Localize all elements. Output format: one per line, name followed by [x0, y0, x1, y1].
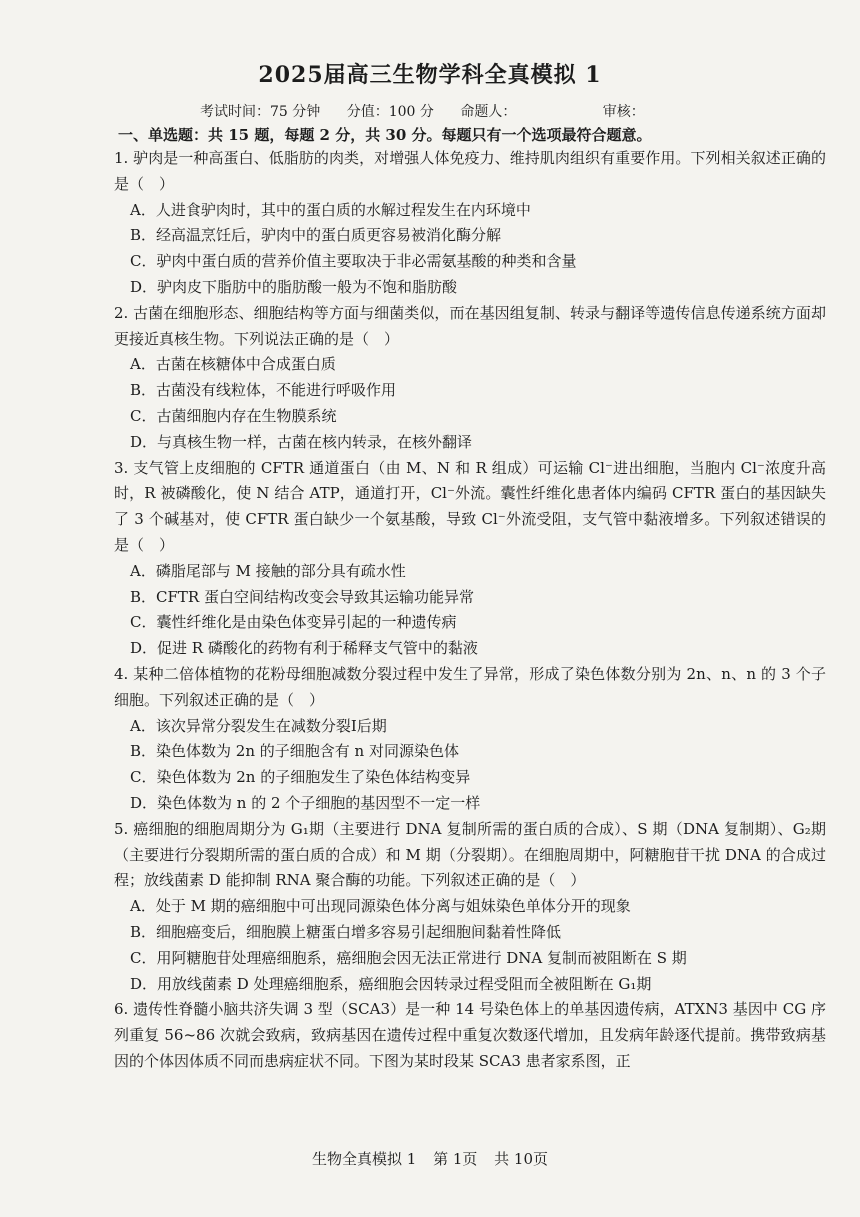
question-option: A．处于 M 期的癌细胞中可出现同源染色体分离与姐妹染色单体分开的现象: [130, 897, 631, 916]
page-footer: [0, 1148, 860, 1169]
exam-score: 分值：100 分: [346, 104, 434, 120]
question-option: D．驴肉皮下脂肪中的脂肪酸一般为不饱和脂肪酸: [130, 277, 458, 296]
question-stem: 3. 支气管上皮细胞的 CFTR 通道蛋白（由 M、N 和 R 组成）可运输 Cl⁻进出细胞，当胞内 Cl⁻浓度升高时，R 被磷酸化，使 N 结合 ATP，通道打开，Cl⁻外流。囊性纤维化患者体内编码 CFTR 蛋白的基因缺失了 3 个碱基对，使 CFTR 蛋白缺少一个氨基酸，导致 Cl⁻外流受阻，支气管中黏液增多。下列叙述错误的是（ ）: [114, 458, 826, 554]
question-1: [114, 146, 826, 301]
question-2: [114, 301, 826, 456]
question-option: B．经高温烹饪后，驴肉中的蛋白质更容易被消化酶分解: [130, 226, 502, 245]
question-option: B．古菌没有线粒体，不能进行呼吸作用: [130, 381, 397, 400]
exam-time: 考试时间：75 分钟: [200, 104, 321, 120]
question-option: C．用阿糖胞苷处理癌细胞系，癌细胞会因无法正常进行 DNA 复制而被阻断在 S 期: [130, 948, 687, 967]
exam-reviewer: 审核：: [602, 104, 645, 120]
question-option: C．染色体数为 2n 的子细胞发生了染色体结构变异: [130, 768, 471, 787]
exam-title: 2025届高三生物学科全真模拟 1: [258, 62, 602, 88]
question-option: C．驴肉中蛋白质的营养价值主要取决于非必需氨基酸的种类和含量: [130, 252, 577, 271]
question-option: B．染色体数为 2n 的子细胞含有 n 对同源染色体: [130, 742, 459, 761]
question-option: D．促进 R 磷酸化的药物有利于稀释支气管中的黏液: [130, 639, 478, 658]
question-stem: 2. 古菌在细胞形态、细胞结构等方面与细菌类似，而在基因组复制、转录与翻译等遗传信息传递系统方面却更接近真核生物。下列说法正确的是（ ）: [114, 303, 826, 348]
question-option: A．磷脂尾部与 M 接触的部分具有疏水性: [130, 561, 406, 580]
question-option: A．人进食驴肉时，其中的蛋白质的水解过程发生在内环境中: [130, 200, 531, 219]
question-5: [114, 817, 826, 998]
question-stem: 5. 癌细胞的细胞周期分为 G₁期（主要进行 DNA 复制所需的蛋白质的合成）、S 期（DNA 复制期）、G₂期（主要进行分裂期所需的蛋白质的合成）和 M 期（分裂期）。在细胞周期中，阿糖胞苷干扰 DNA 的合成过程；放线菌素 D 能抑制 RNA 聚合酶的功能。下列叙述正确的是（ ）: [114, 819, 826, 890]
footer-total-pages: 共 10页: [494, 1150, 549, 1168]
question-6: [114, 997, 826, 1074]
exam-meta: [200, 101, 720, 121]
footer-page-number: 第 1页: [433, 1150, 478, 1168]
question-option: D．染色体数为 n 的 2 个子细胞的基因型不一定一样: [130, 793, 481, 812]
question-option: D．与真核生物一样，古菌在核内转录，在核外翻译: [130, 432, 473, 451]
question-stem: 4. 某种二倍体植物的花粉母细胞减数分裂过程中发生了异常，形成了染色体数分别为 2n、n、n 的 3 个子细胞。下列叙述正确的是（ ）: [114, 664, 826, 709]
footer-exam-name: 生物全真模拟 1: [311, 1150, 417, 1168]
question-stem: 1. 驴肉是一种高蛋白、低脂肪的肉类，对增强人体免疫力、维持肌肉组织有重要作用。下列相关叙述正确的是（ ）: [114, 149, 826, 193]
question-option: C．古菌细胞内存在生物膜系统: [130, 406, 337, 425]
question-stem: 6. 遗传性脊髓小脑共济失调 3 型（SCA3）是一种 14 号染色体上的单基因遗传病，ATXN3 基因中 CG 序列重复 56~86 次就会致病，致病基因在遗传过程中重复次数逐代增加，且发病年龄逐代提前。携带致病基因的个体因体质不同而患病症状不同。下图为某时段某 SCA3 患者家系图，正: [114, 1000, 826, 1070]
question-3: [114, 456, 826, 662]
question-option: B．CFTR 蛋白空间结构改变会导致其运输功能异常: [130, 587, 474, 606]
question-4: [114, 662, 826, 817]
exam-author: 命题人：: [460, 104, 517, 120]
question-option: A．古菌在核糖体中合成蛋白质: [130, 355, 336, 374]
question-option: C．囊性纤维化是由染色体变异引起的一种遗传病: [130, 613, 457, 632]
question-option: A．该次异常分裂发生在减数分裂Ⅰ后期: [130, 716, 387, 735]
question-option: B．细胞癌变后，细胞膜上糖蛋白增多容易引起细胞间黏着性降低: [130, 922, 562, 941]
question-option: D．用放线菌素 D 处理癌细胞系，癌细胞会因转录过程受阻而全被阻断在 G₁期: [130, 974, 652, 993]
question-list: [114, 146, 826, 1075]
section-heading: 一、单选题：共 15 题，每题 2 分，共 30 分。每题只有一个选项最符合题意。: [118, 126, 652, 144]
